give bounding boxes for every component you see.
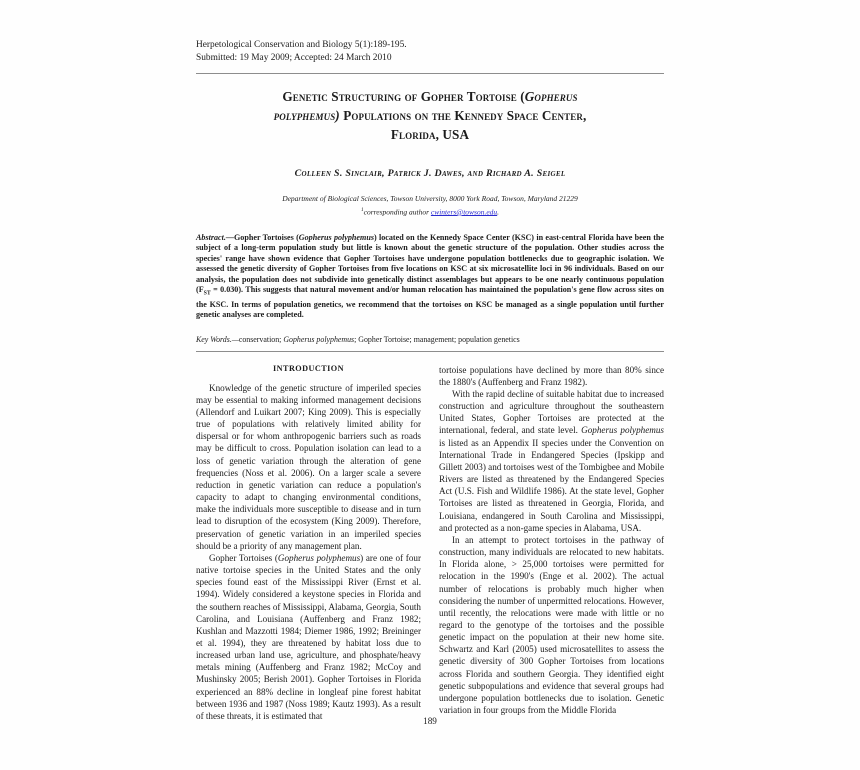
right-paragraph-continuation: tortoise populations have declined by more than 80% since the 1880's (Auffenberg and Franz 1982).	[439, 364, 664, 387]
keywords-part1: conservation;	[238, 334, 284, 344]
abstract-part3: = 0.030). This suggests that natural movement and/or human relocation has maintained the population's gene flow across sites on the KSC. In terms of population genetics, we recommend that the tortoises on KSC be managed as a single population until further genetic analyses are completed.	[196, 285, 664, 320]
right-paragraph-2	[439, 388, 664, 534]
title-genus-1: Gopherus	[524, 89, 578, 105]
page-number-folio: 189	[423, 716, 437, 726]
keywords-line	[196, 334, 664, 345]
title-species-2: polyphemus)	[273, 108, 340, 124]
abstract-paragraph	[196, 233, 664, 321]
keywords-dash: —	[231, 334, 239, 344]
left-p2-pre: Gopher Tortoises (	[209, 552, 278, 563]
author-names: Colleen S. Sinclair, Patrick J. Dawes, and Richard A. Seigel	[294, 168, 566, 180]
right-paragraph-3: In an attempt to protect tortoises in the pathway of construction, many individuals are relocated to new habitats. In Florida alone, > 25,000 tortoises were permitted for relocation in the 1990's (Enge et al. 2002). The actual number of relocations is probably much higher when considering the number of unpermitted relocations. However, until recently, the relocations were made with little or no regard to the genotype of the tortoises and the possible genetic impact on the population at their new home site. Schwartz and Karl (2005) used microsatellites to assess the genetic diversity of 300 Gopher Tortoises from locations across Florida and southern Georgia. They identified eight genetic subpopulations and evidence that several groups had undergone population bottlenecks due to isolation. Genetic variation in four groups from the Middle Florida	[439, 534, 664, 716]
header-divider-rule	[196, 73, 664, 74]
corresponding-email-link[interactable]: cwinters@towson.edu	[430, 207, 498, 217]
corresponding-label: corresponding author	[363, 207, 431, 217]
keywords-label: Key Words.	[196, 334, 232, 344]
right-column	[439, 364, 664, 722]
abstract-species: Gopherus polyphemus	[298, 232, 374, 242]
keywords-divider-rule	[196, 351, 664, 352]
abstract-part2: ) located on the Kennedy Space Center (KSC) in east-central Florida have been the subject of a long-term population study but little is known about the genetic structure of the population. Other studies across the species' range have shown evidence that Gopher Tortoises have undergone population bottlenecks due to geographic isolation. We assessed the genetic diversity of Gopher Tortoises from five locations on KSC at six microsatellite loci in 96 individuals. Based on our analysis, the population does not subdivide into genetically distinct assemblages but appears to be one nearly continuous population (F	[196, 232, 664, 295]
abstract-label: Abstract.	[196, 232, 226, 242]
title-line1-pre: Genetic Structuring of Gopher Tortoise (	[282, 89, 525, 105]
right-p2-pre: With the rapid decline of suitable habitat due to increased construction and agriculture throughout the southeastern United States, Gopher Tortoises are protected at the international, federal, and state level.	[439, 389, 664, 436]
journal-citation: Herpetological Conservation and Biology 5(1):189-195.	[196, 40, 407, 50]
section-heading-introduction: INTRODUCTION	[273, 363, 344, 373]
left-column	[196, 364, 421, 722]
affiliation-block	[196, 193, 664, 217]
paper-sheet	[196, 0, 664, 770]
left-p2-post: ) are one of four native tortoise species in the United States and the only species found east of the Mississippi River (Ernst et al. 1994). Widely considered a keystone species in Florida and the southern reaches of Mississippi, Alabama, Georgia, South Carolina, and Louisiana (Auffenberg and Franz 1982; Kushlan and Mazzotti 1984; Diemer 1986, 1992; Breininger et al. 1994), they are threatened by habitat loss due to increased urban land use, agriculture, and phosphate/heavy metals mining (Auffenberg and Franz 1982; McCoy and Mushinsky 2005; Berish 2001). Gopher Tortoises in Florida experienced an 88% decline in longleaf pine forest habitat between 1936 and 1987 (Noss 1989; Kautz 1993). As a result of these threats, it is estimated that	[196, 552, 421, 721]
title-line3: Florida, USA	[390, 127, 470, 143]
corresponding-marker: 1	[360, 206, 364, 213]
right-p2-post: is listed as an Appendix II species under the Convention on International Trade in Endangered Species (Ipskipp and Gillett 2003) and tortoises west of the Tombigbee and Mobile Rivers are listed as threatened by the Endangered Species Act (U.S. Fish and Wildlife 1986). At the state level, Gopher Tortoises are listed as threatened in Georgia, Florida, and Louisiana, endangered in South Carolina and Mississippi, and protected as a non-game species in Alabama, USA.	[439, 437, 664, 533]
keywords-species: Gopherus polyphemus	[283, 334, 355, 344]
abstract-fst-subscript: ST	[203, 291, 211, 298]
right-p2-species: Gopherus polyphemus	[581, 425, 664, 436]
journal-dates: Submitted: 19 May 2009; Accepted: 24 March 2010	[196, 53, 392, 64]
corresponding-author-line	[196, 205, 664, 218]
abstract-part1: Gopher Tortoises (	[234, 232, 299, 242]
left-paragraph-1: Knowledge of the genetic structure of imperiled species may be essential to making informed management decisions (Allendorf and Luikart 2007; King 2009). This is especially true of populations with relatively limited ability for dispersal or for whom anthropogenic barriers such as roads may be difficult to cross. Population isolation can lead to a loss of genetic variation through the alteration of gene frequencies (Noss et al. 2006). On a larger scale a severe reduction in genetic variation can reduce a population's capacity to adapt to changing environmental conditions, make the individuals more susceptible to disease and in turn lead to disruption of the ecosystem (King 2009). Therefore, preservation of genetic variation in an imperiled species should be a priority of any management plan.	[196, 382, 421, 551]
running-head	[196, 0, 664, 65]
affiliation-address: Department of Biological Sciences, Towson University, 8000 York Road, Towson, Maryland 21229	[282, 194, 578, 204]
corresponding-trailing: .	[497, 207, 500, 217]
left-p2-species: Gopherus polyphemus	[277, 552, 361, 563]
left-paragraph-2	[196, 552, 421, 722]
author-list	[196, 168, 664, 179]
keywords-part2: ; Gopher Tortoise; management; population genetics	[354, 334, 520, 344]
abstract-dash: —	[225, 232, 234, 242]
page-title	[196, 87, 664, 144]
title-line2-post: Populations on the Kennedy Space Center,	[339, 108, 587, 124]
body-columns	[196, 364, 664, 722]
